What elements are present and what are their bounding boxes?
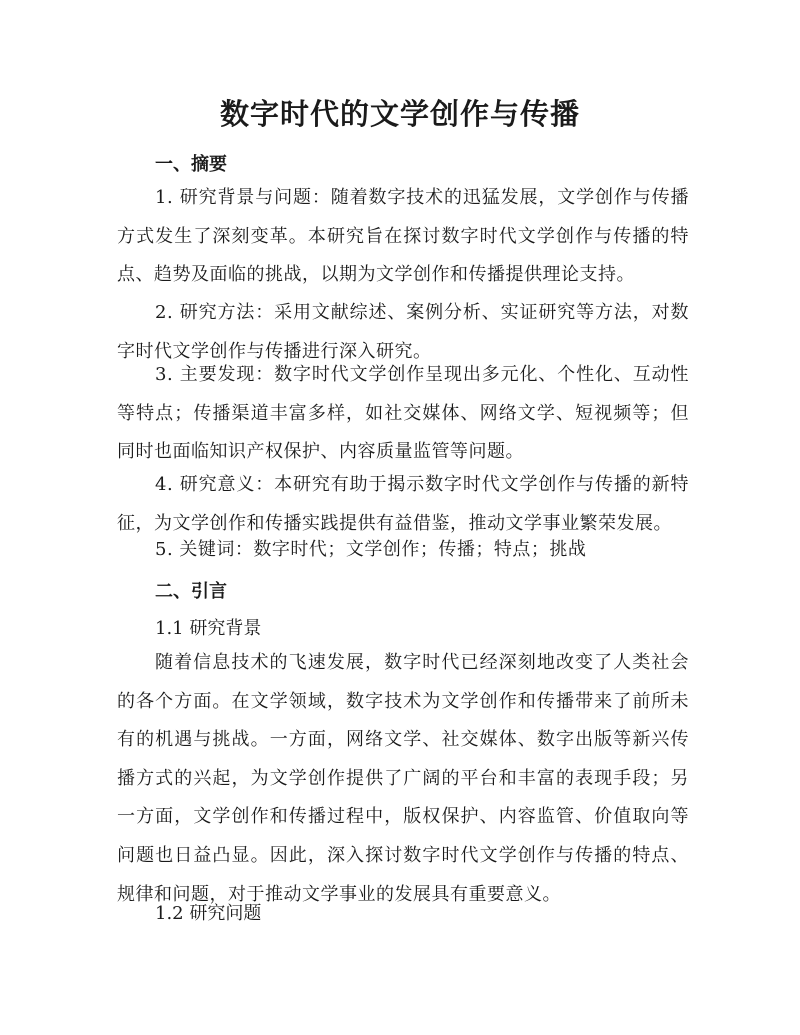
intro-heading: 二、引言 (155, 581, 227, 602)
abstract-keywords: 5. 关键词：数字时代；文学创作；传播；特点；挑战 (155, 539, 587, 560)
intro-subheading-questions: 1.2 研究问题 (155, 903, 262, 924)
abstract-paragraph-2: 2. 研究方法：采用文献综述、案例分析、实证研究等方法，对数字时代文学创作与传播进行深入研究。 (117, 302, 689, 362)
abstract-paragraph-4: 4. 研究意义：本研究有助于揭示数字时代文学创作与传播的新特征，为文学创作和传播实践提供有益借鉴，推动文学事业繁荣发展。 (117, 474, 689, 534)
intro-subheading-background: 1.1 研究背景 (155, 618, 262, 639)
abstract-paragraph-3: 3. 主要发现：数字时代文学创作呈现出多元化、个性化、互动性等特点；传播渠道丰富多样，如社交媒体、网络文学、短视频等；但同时也面临知识产权保护、内容质量监管等问题。 (117, 364, 689, 463)
abstract-paragraph-1: 1. 研究背景与问题：随着数字技术的迅猛发展，文学创作与传播方式发生了深刻变革。本研究旨在探讨数字时代文学创作与传播的特点、趋势及面临的挑战，以期为文学创作和传播提供理论支持。 (117, 187, 689, 286)
abstract-heading: 一、摘要 (155, 154, 227, 175)
intro-paragraph-1: 随着信息技术的飞速发展，数字时代已经深刻地改变了人类社会的各个方面。在文学领域，数字技术为文学创作和传播带来了前所未有的机遇与挑战。一方面，网络文学、社交媒体、数字出版等新兴传播方式的兴起，为文学创作提供了广阔的平台和丰富的表现手段；另一方面，文学创作和传播过程中，版权保护、内容监管、价值取向等问题也日益凸显。因此，深入探讨数字时代文学创作与传播的特点、规律和问题，对于推动文学事业的发展具有重要意义。 (117, 652, 689, 905)
document-title: 数字时代的文学创作与传播 (219, 97, 580, 131)
